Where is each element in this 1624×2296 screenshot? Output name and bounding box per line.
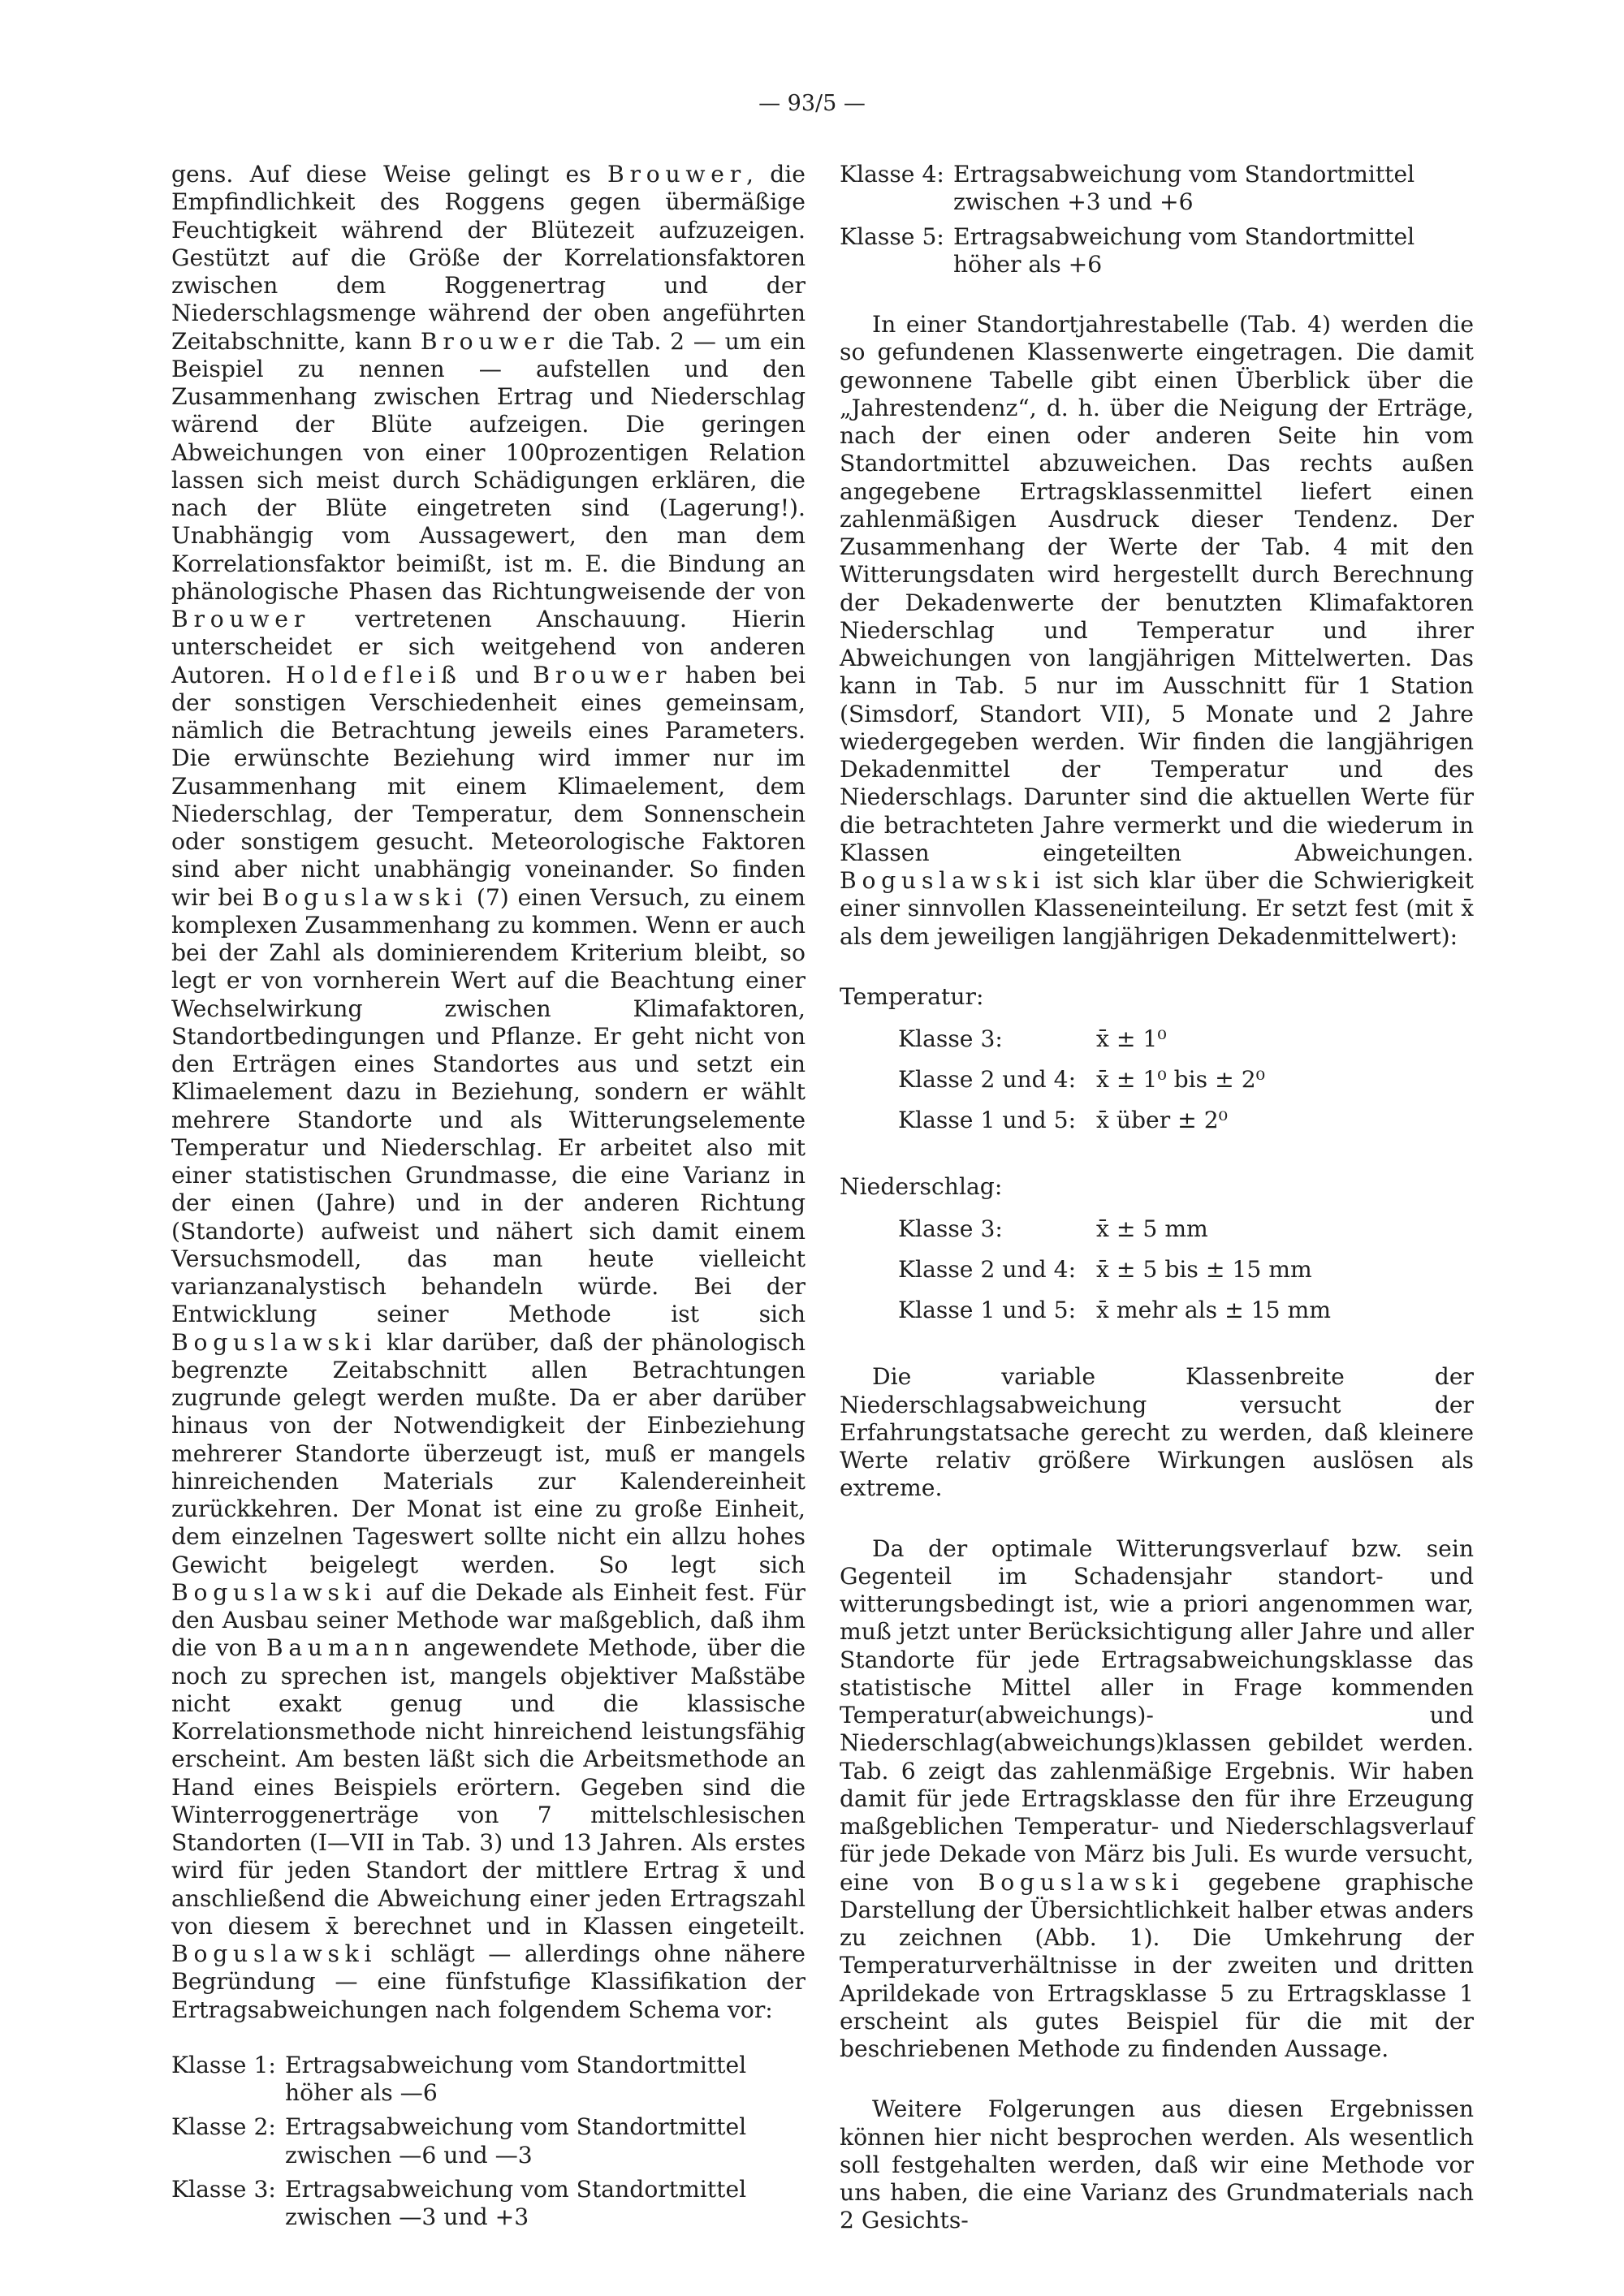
criteria-row [898,1019,1474,1060]
author-name: Boguslawski [171,1940,378,1967]
text-run: gegebene graphische Darstellung der Übersichtlichkeit halber etwas anders zu zeichnen (Abb. 1). Die Umkehrung der Temperaturverhältnisse in der zweiten und dritten Aprildekade von Ertragsklasse 5 zu Ertragsklasse 1 erscheint als gutes Beispiel für die mit der beschriebenen Methode zu findenden Aussage. [840,1868,1474,2062]
author-name: Brouwer [171,606,310,632]
author-name: Baumann [266,1634,415,1662]
temperature-criteria [898,1019,1474,1141]
author-name: Boguslawski [171,1578,378,1606]
paragraph-witterungsverlauf [840,1535,1474,2064]
criteria-row [898,1100,1474,1141]
text-run: die Tab. 2 — um ein Beispiel zu nennen — aufstellen und den Zusammenhang zwischen Ertrag und Niederschlag wärend der Blüte aufzeigen. Die geringen Abweichungen von einer 100prozentigen Relation lassen sich meist durch Schädigungen erklären, die nach der Blüte eingetreten sind (Lagerung!). Unabhängig vom Aussagewert, den man dem Korrelationsfaktor beimißt, ist m. E. die Bindung an phänologische Phasen das Richtungweisende der von [171,327,806,605]
class-label: Klasse 2: [171,2113,276,2141]
criteria-row [898,1060,1474,1100]
text-run: , die Empfindlichkeit des Roggens gegen übermäßige Feuchtigkeit während der Blütezeit aufzuzeigen. Gestützt auf die Größe der Korrelationsfaktoren zwischen dem Roggenertrag und der Niederschlagsmenge während der oben angeführten Zeitabschnitte, kann [171,161,806,355]
paragraph-brouwer-boguslawski [171,161,806,2024]
yield-class-row [171,2113,806,2169]
class-label: Klasse 4: [840,161,944,188]
criteria-value: x̄ ± 1⁰ bis ± 2⁰ [1096,1065,1265,1093]
class-description: Ertragsabweichung vom Standortmittel zwischen —6 und —3 [285,2113,747,2169]
text-run: klar darüber, daß der phänologisch begrenzte Zeitabschnitt allen Betrachtungen zugrunde gelegt werden mußte. Da er aber darüber hinaus von der Notwendigkeit der Einbeziehung mehrerer Standorte überzeugt ist, muß er mangels hinreichenden Materials zur Kalendereinheit zurückkehren. Der Monat ist eine zu große Einheit, dem einzelnen Tageswert sollte nicht ein allzu hohes Gewicht beigelegt werden. So legt sich [171,1328,806,1578]
class-label: Klasse 3: [171,2175,276,2203]
author-name: Boguslawski [171,1328,378,1356]
yield-class-row [171,2176,806,2232]
criteria-value: x̄ über ± 2⁰ [1096,1106,1228,1133]
criteria-label: Klasse 1 und 5: [898,1106,1077,1133]
text-run: (7) einen Versuch, zu einem komplexen Zusammenhang zu kommen. Wenn er auch bei der Zahl als dominierendem Kriterium bleibt, so legt er von vornherein Wert auf die Beachtung einer Wechselwirkung zwischen Klimafaktoren, Standortbedingungen und Pflanze. Er geht nicht von den Erträgen eines Standortes aus und setzt ein Klimaelement dazu in Beziehung, sondern er wählt mehrere Standorte und als Witterungselemente Temperatur und Niederschlag. Er arbeitet also mit einer statistischen Grundmasse, die eine Varianz in der einen (Jahre) und in der anderen Richtung (Standorte) aufweist und nähert sich damit einem Versuchsmodell, das man heute vielleicht varianzanalystisch behandeln würde. Bei der Entwicklung seiner Methode ist sich [171,883,806,1328]
criteria-label: Klasse 2 und 4: [898,1256,1077,1284]
text-run: In einer Standortjahrestabelle (Tab. 4) werden die so gefundenen Klassenwerte eingetragen. Die damit gewonnene Tabelle gibt einen Überblick über die „Jahrestendenz“, d. h. über die Neigung der Erträge, nach der einen oder anderen Seite hin vom Standortmittel abzuweichen. Das rechts außen angegebene Ertragsklassenmittel liefert einen zahlenmäßigen Ausdruck dieser Tendenz. Der Zusammenhang der Werte der Tab. 4 mit den Witterungsdaten wird hergestellt durch Berechnung der Dekadenwerte der benutzten Klimafaktoren Niederschlag und Temperatur und ihrer Abweichungen von langjährigen Mittelwerten. Das kann in Tab. 5 nur im Ausschnitt für 1 Station (Simsdorf, Standort VII), 5 Monate und 2 Jahre wiedergegeben werden. Wir finden die langjährigen Dekadenmittel der Temperatur und des Niederschlags. Darunter sind die aktuellen Werte für die betrachteten Jahre vermerkt und die wiederum in Klassen eingeteilten Abweichungen. [840,311,1474,866]
class-description: Ertragsabweichung vom Standortmittel höher als +6 [953,222,1415,278]
criteria-label: Klasse 3: [898,1025,1003,1052]
precipitation-criteria [898,1209,1474,1331]
yield-class-row [840,223,1474,279]
class-description: Ertragsabweichung vom Standortmittel zwischen —3 und +3 [285,2175,747,2230]
criteria-label: Klasse 1 und 5: [898,1297,1077,1324]
criteria-row [898,1290,1474,1331]
text-run: gens. Auf diese Weise gelingt es [171,161,607,188]
class-description: Ertragsabweichung vom Standortmittel höher als —6 [285,2051,747,2106]
class-description: Ertragsabweichung vom Standortmittel zwischen +3 und +6 [953,161,1415,216]
paragraph-klassenbreite: Die variable Klassenbreite der Niederschlagsabweichung versucht der Erfahrungstatsache gerecht zu werden, daß kleinere Werte relativ größere Wirkungen auslösen als extreme. [840,1363,1474,1502]
criteria-label: Klasse 3: [898,1215,1003,1243]
text-run: vertretenen Anschauung. Hierin unterscheidet er sich weitgehend von anderen Autoren. [171,606,806,688]
criteria-row [898,1209,1474,1249]
author-name: Brouwer [420,327,559,355]
criteria-value: x̄ ± 1⁰ [1096,1025,1167,1052]
page-number: — 93/5 — [758,91,866,116]
text-run: Da der optimale Witterungsverlauf bzw. sein Gegenteil im Schadensjahr standort- und witterungsbedingt ist, wie a priori angenommen war, muß jetzt unter Berücksichtigung aller Jahre und aller Standorte für jede Ertragsabweichungsklasse das statistische Mittel aller in Frage kommenden Temperatur(abweichungs)- und Niederschlag(abweichungs)klassen gebildet werden. Tab. 6 zeigt das zahlenmäßige Ergebnis. Wir haben damit für jede Ertragsklasse den für ihre Erzeugung maßgeblichen Temperatur- und Niederschlagsverlauf für jede Dekade von März bis Juli. Es wurde versucht, eine von [840,1534,1474,1896]
author-name: Boguslawski [840,867,1046,894]
text-run: haben bei der sonstigen Verschiedenheit eines gemeinsam, nämlich die Betrachtung jeweils eines Parameters. Die erwünschte Beziehung wird immer nur im Zusammenhang mit einem Klimaelement, dem Niederschlag, der Temperatur, dem Sonnenschein oder sonstigem gesucht. Meteorologische Faktoren sind aber nicht unabhängig voneinander. So finden wir bei [171,661,806,911]
text-run: auf die Dekade als Einheit fest. Für den Ausbau seiner Methode war maßgeblich, daß ihm die von [171,1578,806,1662]
text-run: und [461,661,533,688]
paragraph-folgerungen: Weitere Folgerungen aus diesen Ergebnissen können hier nicht besprochen werden. Als wesentlich soll festgehalten werden, daß wir eine Methode vor uns haben, die eine Varianz des Grundmaterials nach 2 Gesichts- [840,2095,1474,2234]
text-run: ist sich klar über die Schwierigkeit einer sinnvollen Klasseneinteilung. Er setzt fest (mit x̄ als dem jeweiligen langjährigen Dekadenmittelwert): [840,867,1474,950]
author-name: Boguslawski [978,1868,1185,1896]
text-run: schlägt — allerdings ohne nähere Begründung — eine fünfstufige Klassifikation der Ertragsabweichungen nach folgendem Schema vor: [171,1940,806,2023]
criteria-value: x̄ mehr als ± 15 mm [1096,1297,1331,1324]
yield-class-list-right [840,161,1474,278]
criteria-value: x̄ ± 5 bis ± 15 mm [1096,1256,1312,1284]
text-run: angewendete Methode, über die noch zu sprechen ist, mangels objektiver Maßstäbe nicht exakt genug und die klassische Korrelationsmethode nicht hinreichend leistungsfähig erscheint. Am besten läßt sich die Arbeitsmethode an Hand eines Beispiels erörtern. Gegeben sind die Winterroggenerträge von 7 mittelschlesischen Standorten (I—VII in Tab. 3) und 13 Jahren. Als erstes wird für jeden Standort der mittlere Ertrag x̄ und anschließend die Abweichung einer jeden Ertragszahl von diesem x̄ berechnet und in Klassen eingeteilt. [171,1634,806,1940]
yield-class-list-left [171,2052,806,2232]
class-label: Klasse 5: [840,222,944,250]
yield-class-row [840,161,1474,217]
yield-class-row [171,2052,806,2108]
class-label: Klasse 1: [171,2051,276,2078]
criteria-row [898,1249,1474,1290]
author-name: Boguslawski [261,883,469,911]
criteria-label: Klasse 2 und 4: [898,1065,1077,1093]
temperature-heading: Temperatur: [840,982,984,1010]
left-column [171,161,806,2231]
right-column [840,161,1474,2235]
precipitation-heading: Niederschlag: [840,1173,1003,1200]
author-name: Brouwer [533,661,672,688]
author-name: Brouwer [607,161,746,188]
criteria-value: x̄ ± 5 mm [1096,1215,1208,1243]
paragraph-standortjahrestabelle [840,311,1474,951]
author-name: Holdefleiß [285,661,462,688]
